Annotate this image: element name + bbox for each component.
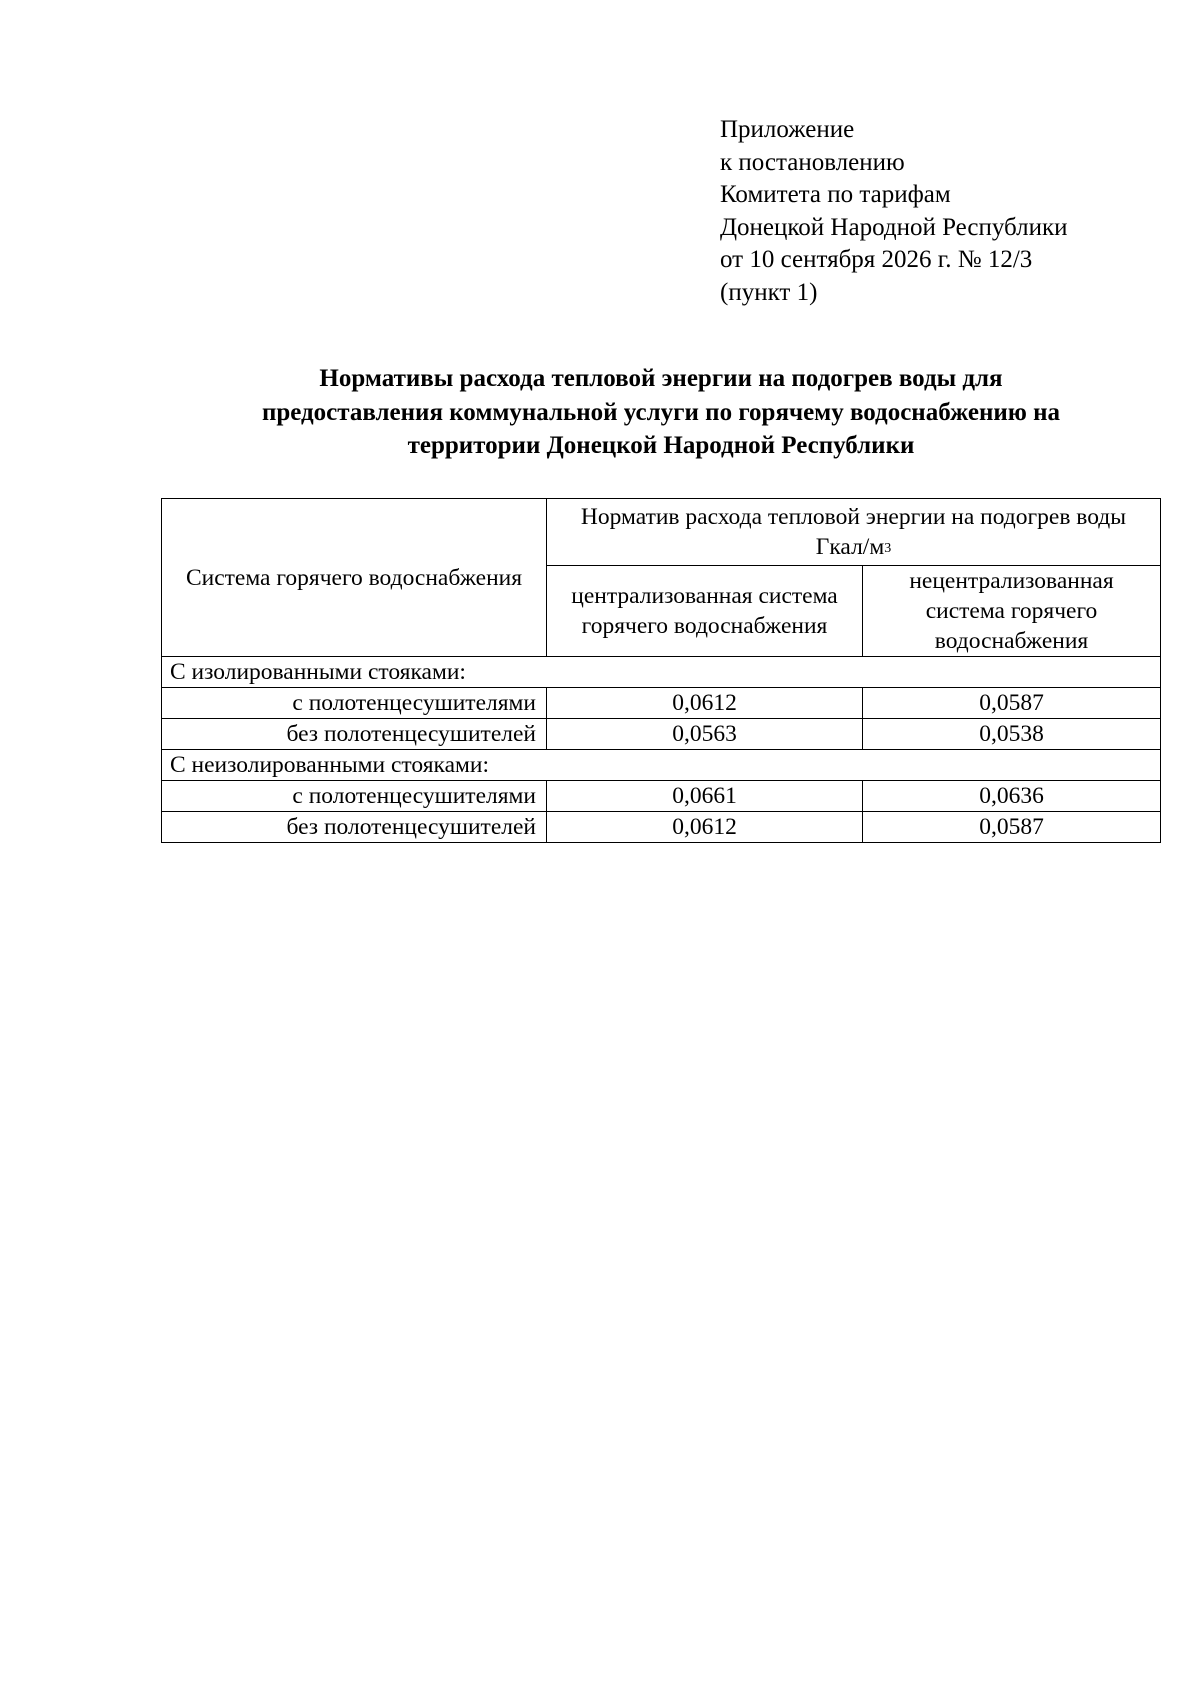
header-system-cell: Система горячего водоснабжения [162,499,547,657]
annex-line: Донецкой Народной Республики [720,213,1068,241]
row-label: без полотенцесушителей [162,719,547,750]
title-line: предоставления коммунальной услуги по горячему водоснабжению на [261,398,1061,426]
title-line: территории Донецкой Народной Республики [407,432,915,459]
group-label: С изолированными стояками: [162,657,1161,688]
row-label: с полотенцесушителями [162,781,547,812]
group-label: С неизолированными стояками: [162,750,1161,781]
header-norm-text: Норматив расхода тепловой энергии на подогрев воды Гкал/м [580,504,1127,560]
row-label: с полотенцесушителями [162,688,547,719]
annex-line: от 10 сентября 2026 г. № 12/3 [720,246,1033,273]
decentralized-value: 0,0538 [863,719,1161,750]
decentralized-value: 0,0636 [863,781,1161,812]
centralized-value: 0,0661 [547,781,863,812]
annex-block [720,114,1068,309]
table-header-row [162,499,1161,566]
annex-line: Комитета по тарифам [720,181,951,208]
header-norm-cell [547,499,1161,566]
decentralized-value: 0,0587 [863,688,1161,719]
table-row [162,719,1161,750]
group-row [162,657,1161,688]
table-row [162,688,1161,719]
header-decentralized-cell: нецентрализованная система горячего водоснабжения [863,566,1161,657]
title-line: Нормативы расхода тепловой энергии на подогрев воды для [319,365,1003,392]
header-norm-unit-sup: 3 [884,541,892,556]
annex-line: к постановлению [720,148,905,176]
norms-table [161,498,1161,843]
centralized-value: 0,0612 [547,688,863,719]
centralized-value: 0,0563 [547,719,863,750]
annex-line: (пункт 1) [720,278,818,306]
group-row [162,750,1161,781]
table-row [162,812,1161,843]
centralized-value: 0,0612 [547,812,863,843]
header-centralized-cell: централизованная система горячего водоснабжения [547,566,863,657]
annex-line: Приложение [720,116,855,143]
row-label: без полотенцесушителей [162,812,547,843]
document-title [160,362,1162,463]
decentralized-value: 0,0587 [863,812,1161,843]
table-row [162,781,1161,812]
